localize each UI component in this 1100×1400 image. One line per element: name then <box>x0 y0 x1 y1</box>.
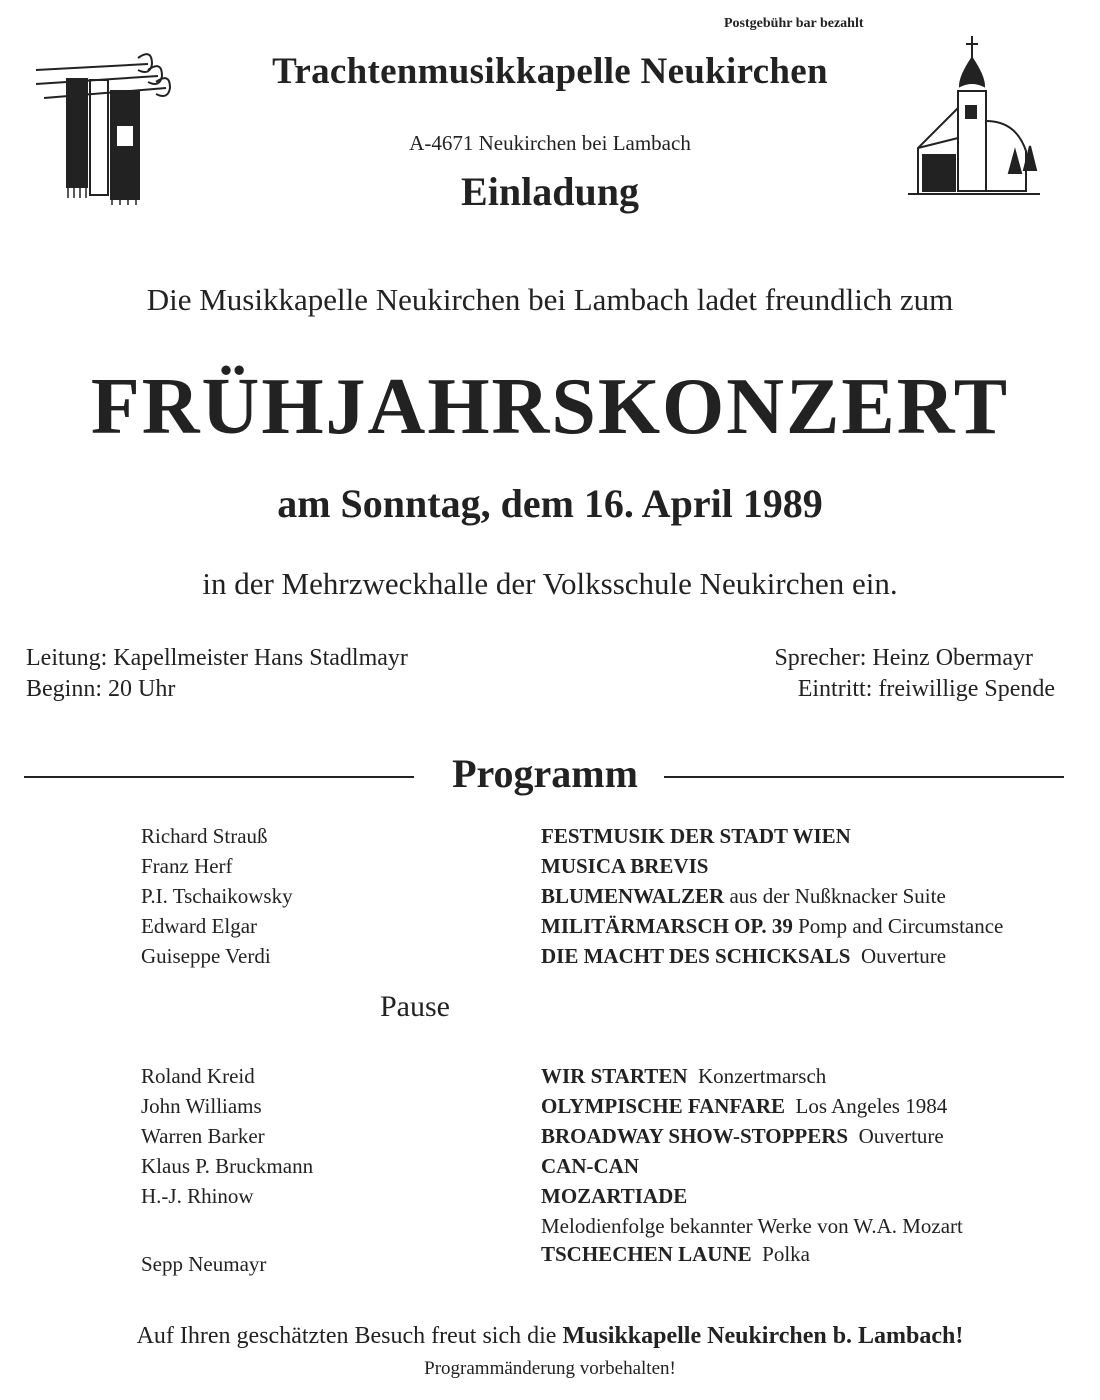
program-work <box>541 824 851 849</box>
program-work-description <box>541 1214 963 1239</box>
program-work <box>541 1124 944 1149</box>
work-subtitle: Melodienfolge bekannter Werke von W.A. Mozart <box>541 1214 963 1238</box>
work-subtitle: Ouverture <box>858 1124 944 1148</box>
work-subtitle: Los Angeles 1984 <box>795 1094 948 1118</box>
intermission-label: Pause <box>380 990 450 1023</box>
program-work <box>541 1184 687 1209</box>
program-work <box>541 884 946 909</box>
program-composer: P.I. Tschaikowsky <box>141 884 293 908</box>
start-time-info: Beginn: 20 Uhr <box>26 676 176 702</box>
program-composer: Edward Elgar <box>141 914 258 938</box>
work-title: TSCHECHEN LAUNE <box>541 1242 752 1266</box>
work-title: BLUMENWALZER <box>541 884 725 908</box>
program-composer: Richard Strauß <box>141 824 268 848</box>
work-subtitle: Pomp and Circumstance <box>798 914 1004 938</box>
program-work <box>541 1154 639 1179</box>
program-composer: Klaus P. Bruckmann <box>141 1154 314 1178</box>
program-composer: Guiseppe Verdi <box>141 944 271 968</box>
admission-info: Eintritt: freiwillige Spende <box>797 676 1055 702</box>
work-subtitle: aus der Nußknacker Suite <box>729 884 946 908</box>
organization-name: Trachtenmusikkapelle Neukirchen <box>272 51 828 92</box>
work-title: WIR STARTEN <box>541 1064 688 1088</box>
closing-band-name: Musikkapelle Neukirchen b. Lambach! <box>562 1323 964 1349</box>
work-subtitle: Ouverture <box>860 944 947 968</box>
work-title: MOZARTIADE <box>541 1184 688 1208</box>
program-composer: H.-J. Rhinow <box>141 1184 254 1208</box>
closing-line <box>0 1323 1100 1350</box>
work-title: OLYMPISCHE FANFARE <box>541 1094 786 1118</box>
concert-title: FRÜHJAHRSKONZERT <box>90 363 1010 451</box>
invitation-heading: Einladung <box>461 169 639 214</box>
program-composer: Warren Barker <box>141 1124 265 1148</box>
work-subtitle: Konzertmarsch <box>698 1064 827 1088</box>
program-work <box>541 1242 810 1267</box>
work-title: FESTMUSIK DER STADT WIEN <box>541 824 851 848</box>
program-composer: Sepp Neumayr <box>141 1252 267 1276</box>
program-work <box>541 914 1003 939</box>
work-title: CAN-CAN <box>541 1154 639 1178</box>
work-title: MUSICA BREVIS <box>541 854 709 878</box>
program-heading: Programm <box>452 751 638 796</box>
speaker-info: Sprecher: Heinz Obermayr <box>774 645 1033 671</box>
conductor-info: Leitung: Kapellmeister Hans Stadlmayr <box>26 645 408 671</box>
program-work <box>541 854 708 879</box>
work-title: BROADWAY SHOW-STOPPERS <box>541 1124 849 1148</box>
address: A-4671 Neukirchen bei Lambach <box>409 131 691 155</box>
program-composer: Franz Herf <box>141 854 233 878</box>
work-title: DIE MACHT DES SCHICKSALS <box>541 944 851 968</box>
program-composer: Roland Kreid <box>141 1064 255 1088</box>
invitation-intro: Die Musikkapelle Neukirchen bei Lambach ladet freundlich zum <box>146 282 954 317</box>
postage-note: Postgebühr bar bezahlt <box>724 16 864 31</box>
concert-venue: in der Mehrzweckhalle der Volksschule Neukirchen ein. <box>202 566 898 601</box>
program-work <box>541 944 946 969</box>
concert-date: am Sonntag, dem 16. April 1989 <box>277 481 823 526</box>
work-subtitle: Polka <box>762 1242 810 1266</box>
work-title: MILITÄRMARSCH OP. 39 <box>541 914 793 938</box>
program-work <box>541 1094 947 1119</box>
program-change-note: Programmänderung vorbehalten! <box>424 1358 676 1379</box>
closing-prefix: Auf Ihren geschätzten Besuch freut sich die <box>136 1323 557 1349</box>
program-composer: John Williams <box>141 1094 262 1118</box>
program-work <box>541 1064 826 1089</box>
program-divider-right <box>664 776 1064 778</box>
